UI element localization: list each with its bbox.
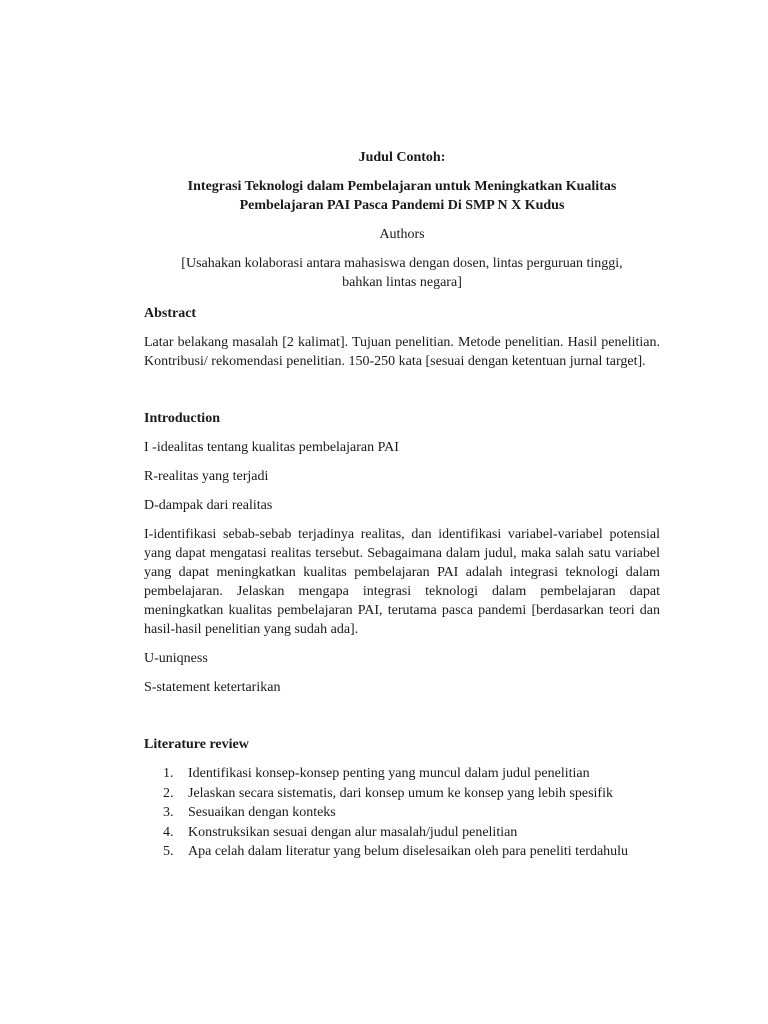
- intro-idealitas: I -idealitas tentang kualitas pembelajaran PAI: [144, 440, 399, 455]
- abstract-heading: Abstract: [144, 306, 197, 321]
- list-item: [163, 842, 660, 862]
- literature-review-list: [144, 764, 660, 862]
- list-item-text: Sesuaikan dengan konteks: [188, 805, 336, 820]
- list-item-text: Identifikasi konsep-konsep penting yang muncul dalam judul penelitian: [188, 766, 590, 781]
- list-item-text: Konstruksikan sesuai dengan alur masalah/judul penelitian: [188, 824, 518, 840]
- list-item: [163, 764, 660, 784]
- note-line: bahkan lintas negara]: [342, 275, 462, 290]
- list-number: 2.: [163, 785, 174, 801]
- main-title: [144, 177, 660, 215]
- authors: Authors: [379, 227, 425, 242]
- intro-identifikasi: I-identifikasi sebab-sebab terjadinya realitas, dan identifikasi variabel-variabel potensial yang dapat mengatasi realitas tersebut. Sebagaimana dalam judul, maka salah satu variabel yang dapat meningkatkan kualitas pembelajaran PAI adalah integrasi teknologi dalam pembelajaran. Jelaskan mengapa integrasi teknologi dalam pembelajaran dapat meningkatkan kualitas pembelajaran PAI, terutama pasca pandemi [berdasarkan teori dan hasil-hasil penelitian yang sudah ada].: [144, 527, 660, 637]
- list-item-text: Jelaskan secara sistematis, dari konsep umum ke konsep yang lebih spesifik: [188, 785, 613, 801]
- main-title-line: Pembelajaran PAI Pasca Pandemi Di SMP N X Kudus: [239, 198, 565, 213]
- list-item: [163, 803, 660, 823]
- list-number: 1.: [163, 766, 174, 781]
- intro-dampak: D-dampak dari realitas: [144, 498, 273, 513]
- intro-realitas: R-realitas yang terjadi: [144, 469, 269, 484]
- list-item: [163, 823, 660, 843]
- list-item-text: Apa celah dalam literatur yang belum diselesaikan oleh para peneliti terdahulu: [188, 844, 629, 859]
- intro-uniqness: U-uniqness: [144, 651, 208, 666]
- collaboration-note: [144, 254, 660, 292]
- title-label: Judul Contoh:: [358, 150, 446, 165]
- abstract-text: Latar belakang masalah [2 kalimat]. Tujuan penelitian. Metode penelitian. Hasil penelitian. Kontribusi/ rekomendasi penelitian. 150-250 kata [sesuai dengan ketentuan jurnal target].: [144, 335, 660, 369]
- note-line: [Usahakan kolaborasi antara mahasiswa dengan dosen, lintas perguruan tinggi,: [181, 256, 623, 271]
- intro-statement: S-statement ketertarikan: [144, 680, 281, 695]
- literature-review-heading: Literature review: [144, 737, 249, 752]
- list-number: 3.: [163, 805, 174, 820]
- list-item: [163, 784, 660, 804]
- introduction-heading: Introduction: [144, 411, 220, 426]
- list-number: 4.: [163, 824, 174, 840]
- list-number: 5.: [163, 844, 174, 859]
- main-title-line: Integrasi Teknologi dalam Pembelajaran untuk Meningkatkan Kualitas: [187, 179, 617, 194]
